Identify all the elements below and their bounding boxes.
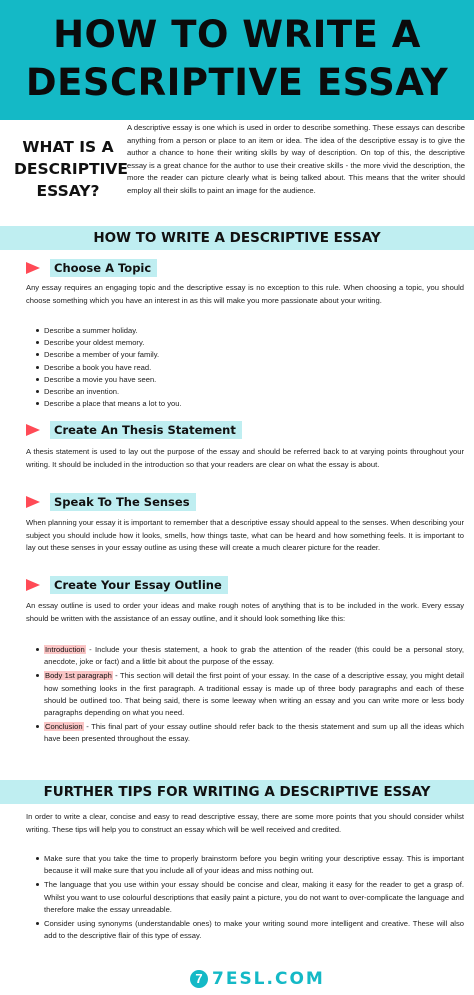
thesis-paragraph: A thesis statement is used to lay out the purpose of the essay and should be referred back to at varying points throughout your writing. It should be included in the introduction so that your readers are clear on what the essay is about. <box>26 447 464 469</box>
heading-label: Speak To The Senses <box>50 493 196 511</box>
list-item: Make sure that you take the time to properly brainstorm before you begin writing your descriptive essay. This is important because it will make sure that you include all of your ideas and miss nothing out. <box>44 853 464 877</box>
page-title-line-2: DESCRIPTIVE ESSAY <box>25 61 449 104</box>
list-item-text: - Include your thesis statement, a hook to grab the attention of the reader (this could be a personal story, anecdote, joke or fact) and a little bit about the purpose of the essay. <box>44 645 464 667</box>
highlight-term: Introduction <box>45 645 85 654</box>
list-item: Describe a movie you have seen. <box>44 374 464 386</box>
intro-definition: A descriptive essay is one which is used in order to describe something. These essays can describe anything from a person or place to an item or idea. The idea of the descriptive essay is to give the author a chance to hone their writing skills by way of description. On top of this, the descriptive essay is a great chance for the author to use their creative skills - the more vivid the description, the more the reader can picture clearly what is being talked about. This means that the writer should employ all their skills to paint an image for the audience. <box>127 123 465 195</box>
highlight-term: Conclusion <box>45 722 83 732</box>
tips-paragraph: In order to write a clear, concise and easy to read descriptive essay, there are some more points that you should consider whilst writing. These tips will help you to construct an essay which will be well received and credited. <box>26 812 464 834</box>
tips-list <box>44 853 464 942</box>
topic-paragraph: Any essay requires an engaging topic and the descriptive essay is no exception to this rule. When choosing a topic, you should choose something which you have an interest in as this will make you more passionate about your writing. <box>26 283 464 305</box>
logo-text: 7ESL.COM <box>212 969 325 989</box>
triangle-marker-icon <box>26 579 40 591</box>
intro-question-line: DESCRIPTIVE <box>14 160 128 178</box>
list-item-text: - This section will detail the first point of your essay. In the case of a descriptive essay, you might detail how something looks in the first paragraph. A traditional essay is made up of three body paragraphs and each of these should be outlined too. That being said, there is some leeway when writing an essay and you can write more or less body paragraphs depending on what you need. <box>44 671 464 718</box>
heading-label: Create Your Essay Outline <box>50 576 228 594</box>
list-item: Describe a summer holiday. <box>44 325 464 337</box>
section-band-how-to: HOW TO WRITE A DESCRIPTIVE ESSAY <box>0 226 474 250</box>
outline-paragraph: An essay outline is used to order your ideas and make rough notes of anything that is to be included in the work. Every essay should be written with the assistance of an essay outline, and it should look something like this: <box>26 601 464 623</box>
heading-label: Choose A Topic <box>50 259 157 277</box>
list-item: Describe a place that means a lot to you. <box>44 398 464 410</box>
list-item: The language that you use within your essay should be concise and clear, making it easy for the reader to get a grasp of. Whilst you want to use colourful descriptions that easily paint a picture, you do not want to over-complicate the language and therefore make the essay unreadable. <box>44 879 464 916</box>
highlight-term: Body 1st paragraph <box>45 671 112 681</box>
list-item <box>44 670 464 719</box>
page-title-line-1: HOW TO WRITE A <box>53 13 421 56</box>
list-item: Describe an invention. <box>44 386 464 398</box>
topic-list <box>44 325 464 410</box>
intro-question-line: WHAT IS A <box>22 138 114 156</box>
list-item: Describe a book you have read. <box>44 362 464 374</box>
outline-list <box>44 644 464 746</box>
triangle-marker-icon <box>26 496 40 508</box>
list-item: Describe a member of your family. <box>44 349 464 361</box>
heading-label: Create An Thesis Statement <box>50 421 242 439</box>
triangle-marker-icon <box>26 262 40 274</box>
list-item <box>44 721 464 745</box>
list-item-text: - This final part of your essay outline should refer back to the thesis statement and sum up all the ideas which have been presented throughout the essay. <box>44 722 464 744</box>
list-item <box>44 644 464 668</box>
list-item: Consider using synonyms (understandable ones) to make your writing sound more intelligent and creative. These will also add to the descriptive flair of this type of essay. <box>44 918 464 942</box>
senses-paragraph: When planning your essay it is important to remember that a descriptive essay should appeal to the senses. When describing your subject you should include how it looks, smells, how things taste, what can be heard and how something feels. It is important to lay out these senses in your essay outline as using these will create a much clearer picture for the reader. <box>26 518 464 553</box>
logo-mark-icon: 7 <box>190 970 208 988</box>
section-band-further-tips: FURTHER TIPS FOR WRITING A DESCRIPTIVE ESSAY <box>0 780 474 804</box>
list-item: Describe your oldest memory. <box>44 337 464 349</box>
intro-question-line: ESSAY? <box>36 182 100 200</box>
triangle-marker-icon <box>26 424 40 436</box>
intro-question <box>14 136 128 202</box>
